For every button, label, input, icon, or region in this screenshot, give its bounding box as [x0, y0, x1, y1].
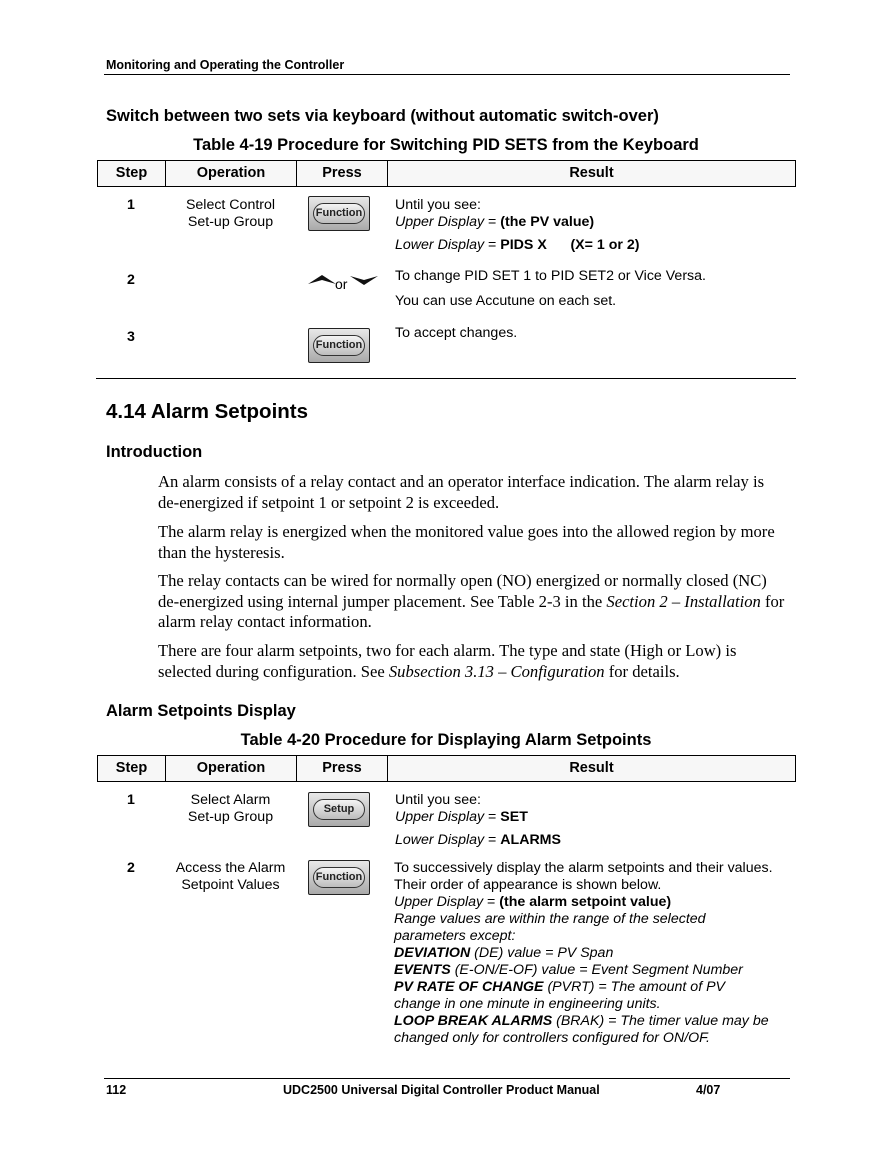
col-press-header: Press [297, 756, 388, 781]
key-label: Function [313, 335, 365, 356]
result-line: You can use Accutune on each set. [395, 293, 617, 309]
result-line: Until you see: [395, 792, 481, 808]
table-19-caption: Table 4-19 Procedure for Switching PID SETS from the Keyboard [193, 136, 699, 154]
lower-display-line: Lower Display = PIDS X (X= 1 or 2) [395, 237, 640, 253]
pv-rate-line-2: change in one minute in engineering units. [394, 996, 661, 1012]
key-label: Setup [313, 799, 365, 820]
table-19-result-1 [395, 197, 790, 254]
key-label: Function [313, 203, 365, 224]
operation-line: Set-up Group [187, 809, 274, 825]
loop-break-line: LOOP BREAK ALARMS (BRAK) = The timer value may be [394, 1013, 769, 1029]
upper-display-line: Upper Display = SET [395, 809, 528, 825]
table-19-result-3: To accept changes. [395, 325, 518, 341]
table-20-operation-2 [165, 860, 296, 894]
introduction-heading: Introduction [106, 443, 203, 461]
running-header: Monitoring and Operating the Controller [106, 58, 345, 72]
intro-paragraph-3: The relay contacts can be wired for normally open (NO) energized or normally closed (NC) de-energized using internal jumper placement. See Table 2-3 in the Section 2 – Installation for alarm relay contact information. [158, 571, 785, 631]
table-20-step-2: 2 [127, 860, 135, 876]
table-19-step-3: 3 [127, 329, 135, 345]
table-20-caption: Table 4-20 Procedure for Displaying Alarm Setpoints [240, 731, 652, 749]
col-step-header: Step [98, 161, 166, 186]
col-step-header: Step [98, 756, 166, 781]
table-20-step-1: 1 [127, 792, 135, 808]
pv-rate-line: PV RATE OF CHANGE (PVRT) = The amount of PV [394, 979, 726, 995]
footer-date: 4/07 [696, 1083, 721, 1097]
function-key-button[interactable] [308, 196, 370, 231]
table-19-bottom-rule [96, 378, 796, 379]
footer-title: UDC2500 Universal Digital Controller Product Manual [283, 1083, 600, 1097]
setup-key-button[interactable] [308, 792, 370, 827]
result-line: parameters except: [394, 928, 516, 944]
function-key-button[interactable] [308, 328, 370, 363]
intro-paragraph-1: An alarm consists of a relay contact and an operator interface indication. The alarm relay is de-energized if setpoint 1 or setpoint 2 is exceeded. [158, 472, 765, 512]
events-line: EVENTS (E-ON/E-OF) value = Event Segment Number [394, 962, 743, 978]
or-text: or [335, 276, 348, 292]
result-line: Range values are within the range of the selected [394, 911, 706, 927]
table-20-subheading: Alarm Setpoints Display [106, 702, 296, 720]
col-result-header: Result [569, 760, 614, 776]
operation-line: Set-up Group [187, 214, 274, 230]
result-line: Until you see: [395, 197, 481, 213]
header-rule [104, 74, 790, 75]
table-19-result-2 [395, 268, 790, 310]
col-result-header: Result [569, 165, 614, 181]
operation-line: Access the Alarm [175, 860, 286, 876]
operation-line: Select Control [185, 197, 276, 213]
upper-display-line: Upper Display = (the alarm setpoint value) [394, 894, 672, 910]
table-19-header-row [97, 160, 796, 187]
section-title: 4.14 Alarm Setpoints [106, 400, 309, 423]
lower-display-line: Lower Display = ALARMS [395, 832, 561, 848]
col-operation-header: Operation [166, 756, 297, 781]
deviation-line: DEVIATION (DE) value = PV Span [394, 945, 614, 961]
result-line: To successively display the alarm setpoints and their values. [394, 860, 773, 876]
table-20-result-1 [395, 792, 790, 849]
page-number: 112 [106, 1083, 127, 1097]
intro-paragraph-4: There are four alarm setpoints, two for each alarm. The type and state (High or Low) is selected during configuration. See Subsection 3.13 – Configuration for details. [158, 641, 737, 681]
table-19-operation-1 [165, 197, 296, 231]
table-19-step-2: 2 [127, 272, 135, 288]
footer-rule [104, 1078, 790, 1079]
table-20-result-2 [394, 860, 792, 1047]
col-press-header: Press [297, 161, 388, 186]
key-label: Function [313, 867, 365, 888]
result-line: To change PID SET 1 to PID SET2 or Vice Versa. [395, 268, 706, 284]
col-operation-header: Operation [166, 161, 297, 186]
operation-line: Setpoint Values [181, 877, 280, 893]
table-19-subheading: Switch between two sets via keyboard (without automatic switch-over) [106, 107, 659, 125]
function-key-button[interactable] [308, 860, 370, 895]
table-20-header-row [97, 755, 796, 782]
up-down-arrow-keys[interactable] [308, 273, 380, 293]
intro-paragraph-2: The alarm relay is energized when the monitored value goes into the allowed region by more than the hysteresis. [158, 522, 775, 562]
loop-break-line-2: changed only for controllers configured for ON/OF. [394, 1030, 710, 1046]
operation-line: Select Alarm [190, 792, 271, 808]
table-19-step-1: 1 [127, 197, 135, 213]
table-20-operation-1 [165, 792, 296, 826]
upper-display-line: Upper Display = (the PV value) [395, 214, 595, 230]
result-line: Their order of appearance is shown below. [394, 877, 662, 893]
